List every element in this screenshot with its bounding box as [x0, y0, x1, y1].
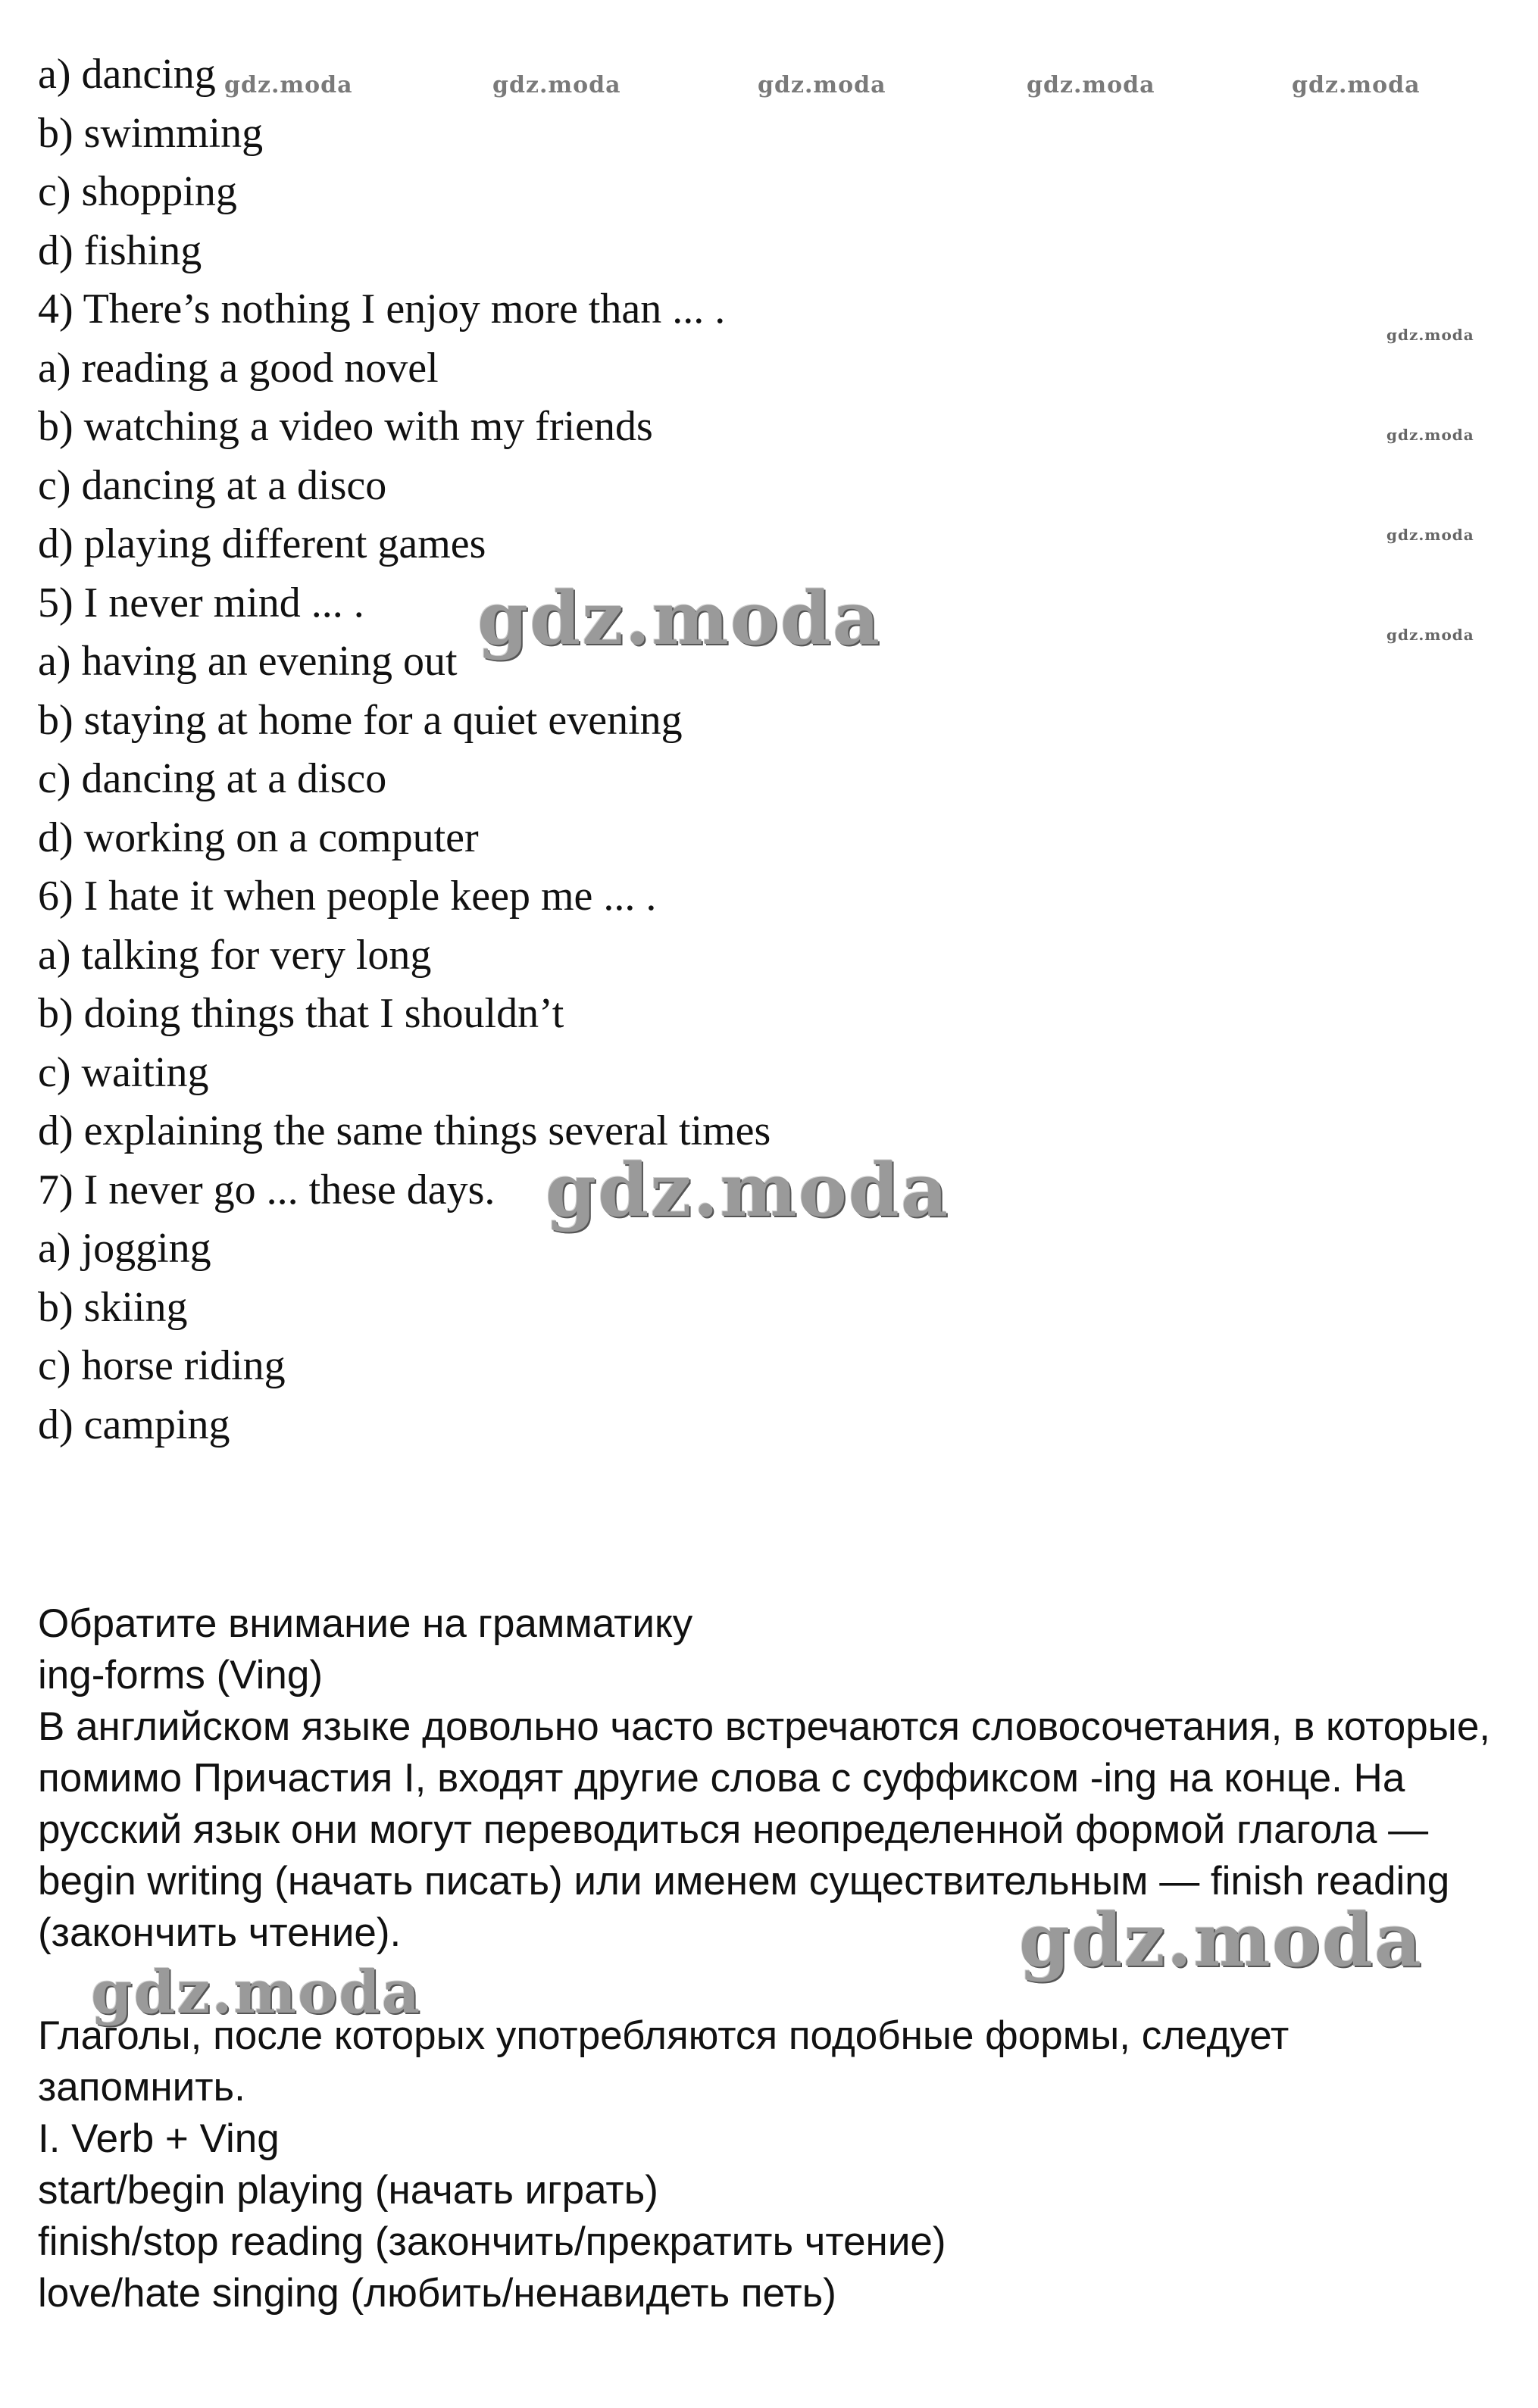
- example-line: love/hate singing (любить/ненавидеть петь): [38, 2271, 836, 2316]
- paragraph-line: begin writing (начать писать) или именем существительным — finish reading: [38, 1859, 1450, 1904]
- quiz-question: 5) I never mind ... .: [38, 579, 364, 626]
- watermark: gdz.moda: [1386, 526, 1474, 544]
- paragraph-line: русский язык они могут переводиться неопределенной формой глагола —: [38, 1807, 1429, 1852]
- quiz-line: c) horse riding: [38, 1342, 286, 1389]
- watermark: gdz.moda: [492, 72, 621, 98]
- quiz-question: 7) I never go ... these days.: [38, 1166, 495, 1213]
- quiz-line: a) having an evening out: [38, 638, 458, 685]
- quiz-line: d) fishing: [38, 226, 202, 274]
- quiz-line: b) doing things that I shouldn’t: [38, 990, 564, 1037]
- watermark: gdz.moda: [1386, 326, 1474, 344]
- quiz-line: d) camping: [38, 1401, 230, 1448]
- quiz-question: 4) There’s nothing I enjoy more than ... .: [38, 286, 726, 333]
- paragraph-line: (закончить чтение).: [38, 1910, 402, 1955]
- quiz-line: a) reading a good novel: [38, 344, 439, 392]
- quiz-line: b) skiing: [38, 1283, 188, 1331]
- example-line: finish/stop reading (закончить/прекратить чтение): [38, 2219, 946, 2264]
- watermark: gdz.moda: [91, 1958, 422, 2027]
- quiz-line: c) waiting: [38, 1048, 209, 1096]
- quiz-line: d) explaining the same things several times: [38, 1107, 771, 1154]
- watermark: gdz.moda: [477, 576, 882, 661]
- rule-title: I. Verb + Ving: [38, 2116, 280, 2161]
- quiz-line: b) staying at home for a quiet evening: [38, 696, 683, 744]
- paragraph-line: запомнить.: [38, 2065, 245, 2110]
- quiz-line: a) jogging: [38, 1225, 211, 1272]
- quiz-line: a) talking for very long: [38, 931, 432, 979]
- watermark: gdz.moda: [224, 72, 353, 98]
- quiz-line: b) watching a video with my friends: [38, 403, 653, 450]
- quiz-options-list: [38, 45, 1326, 1454]
- quiz-line: c) dancing at a disco: [38, 755, 387, 802]
- watermark: gdz.moda: [545, 1148, 950, 1233]
- grammar-heading: Обратите внимание на грамматику: [38, 1601, 693, 1646]
- watermark: gdz.moda: [1386, 626, 1474, 644]
- paragraph-line: помимо Причастия I, входят другие слова с суффиксом -ing на конце. На: [38, 1756, 1405, 1801]
- quiz-line: d) playing different games: [38, 520, 486, 567]
- watermark: gdz.moda: [1386, 426, 1474, 444]
- paragraph-line: В английском языке довольно часто встречаются словосочетания, в которые,: [38, 1704, 1491, 1749]
- watermark: gdz.moda: [1019, 1897, 1424, 1983]
- quiz-question: 6) I hate it when people keep me ... .: [38, 873, 657, 920]
- quiz-line: c) shopping: [38, 168, 237, 215]
- grammar-subheading: ing-forms (Ving): [38, 1653, 324, 1697]
- watermark: gdz.moda: [1292, 72, 1421, 98]
- quiz-line: a) dancing: [38, 51, 216, 98]
- watermark: gdz.moda: [758, 72, 886, 98]
- watermark: gdz.moda: [1027, 72, 1155, 98]
- quiz-line: b) swimming: [38, 109, 264, 157]
- paragraph-line: Глаголы, после которых употребляются подобные формы, следует: [38, 2013, 1289, 2058]
- quiz-line: c) dancing at a disco: [38, 461, 387, 509]
- example-line: start/begin playing (начать играть): [38, 2168, 658, 2213]
- quiz-line: d) working on a computer: [38, 814, 479, 861]
